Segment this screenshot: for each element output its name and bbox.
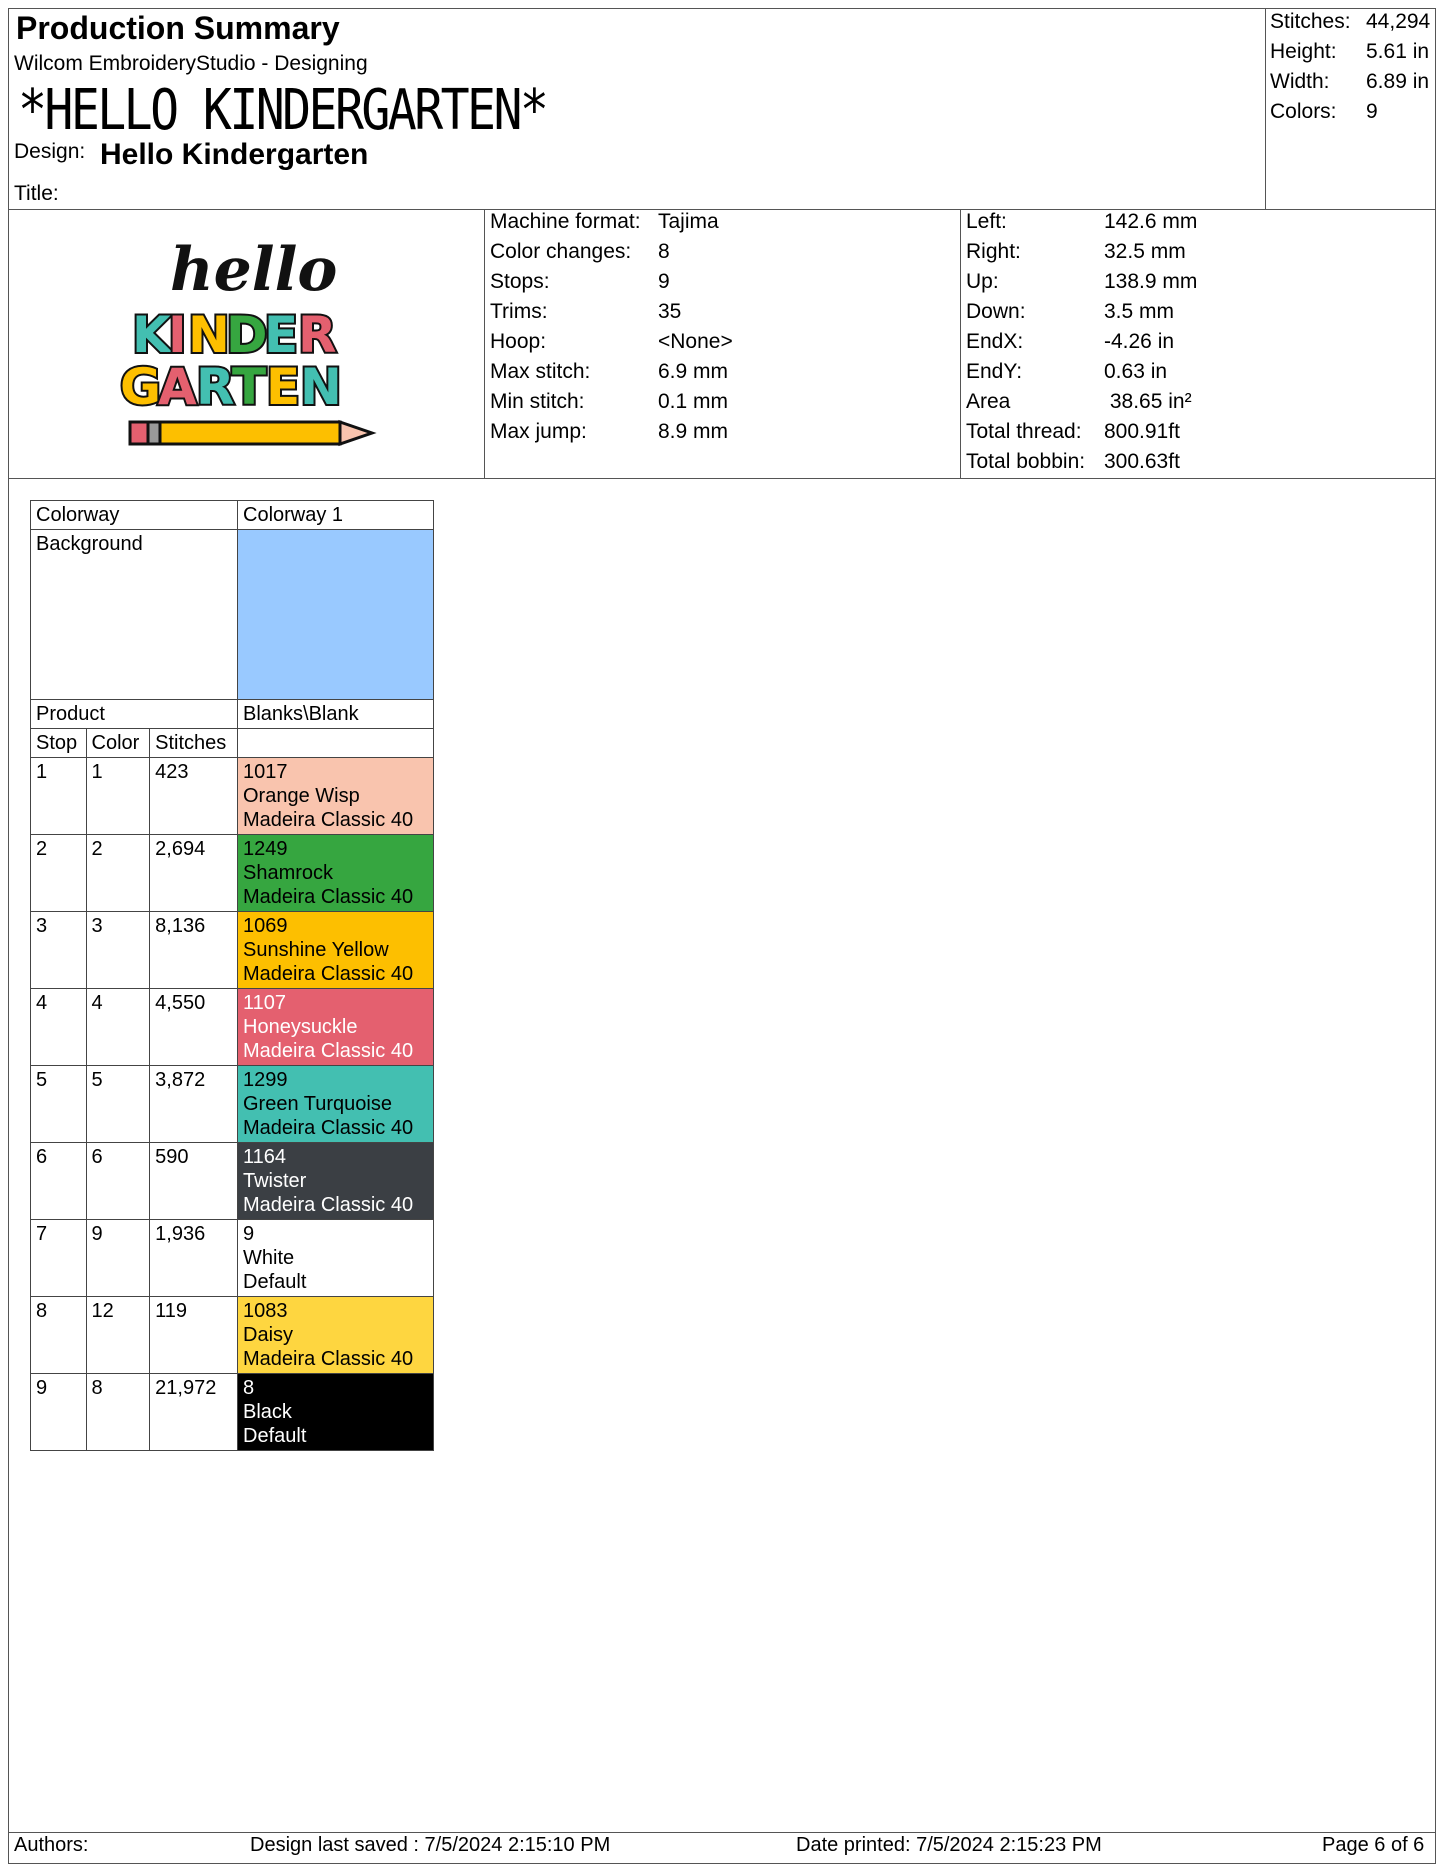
column-header-row bbox=[31, 729, 434, 758]
design-preview-image bbox=[110, 232, 390, 457]
stitches-cell: 423 bbox=[150, 758, 238, 835]
thread-brand: Madeira Classic 40 bbox=[243, 1194, 414, 1216]
svg-text:K: K bbox=[132, 306, 171, 364]
info-row bbox=[490, 420, 733, 450]
info-value: 9 bbox=[658, 270, 670, 293]
info-value: 138.9 mm bbox=[1104, 270, 1198, 293]
info-value: 0.63 in bbox=[1104, 360, 1168, 383]
svg-text:N: N bbox=[188, 306, 230, 364]
product-value: Blanks\Blank bbox=[238, 700, 434, 729]
info-row bbox=[490, 330, 733, 360]
thread-code: 1017 bbox=[243, 761, 288, 783]
thread-code: 1249 bbox=[243, 838, 288, 860]
info-value: 300.63ft bbox=[1104, 450, 1180, 473]
info-row bbox=[966, 270, 1197, 300]
svg-text:G: G bbox=[120, 358, 162, 416]
info-label: Left: bbox=[966, 210, 1007, 233]
stitches-cell: 4,550 bbox=[150, 989, 238, 1066]
color-cell: 4 bbox=[86, 989, 150, 1066]
stitches-cell: 21,972 bbox=[150, 1374, 238, 1451]
stat-label: Height: bbox=[1270, 40, 1337, 63]
info-row bbox=[490, 210, 733, 240]
thread-swatch bbox=[238, 1374, 434, 1451]
info-label: Max stitch: bbox=[490, 360, 591, 383]
thread-code: 9 bbox=[243, 1223, 255, 1245]
info-row bbox=[966, 300, 1197, 330]
color-cell: 6 bbox=[86, 1143, 150, 1220]
stop-cell: 2 bbox=[31, 835, 87, 912]
thread-code: 8 bbox=[243, 1377, 255, 1399]
svg-text:R: R bbox=[196, 358, 235, 416]
info-label: Down: bbox=[966, 300, 1026, 323]
thread-swatch bbox=[238, 835, 434, 912]
info-label: Stops: bbox=[490, 270, 550, 293]
info-value: 0.1 mm bbox=[658, 390, 729, 413]
column-header-blank bbox=[238, 729, 434, 758]
info-label: Up: bbox=[966, 270, 999, 293]
info-value: <None> bbox=[658, 330, 733, 353]
color-cell: 9 bbox=[86, 1220, 150, 1297]
info-label: EndX: bbox=[966, 330, 1024, 353]
design-stats bbox=[1270, 10, 1430, 130]
product-label: Product bbox=[31, 700, 238, 729]
info-label: Area bbox=[966, 390, 1011, 413]
color-cell: 2 bbox=[86, 835, 150, 912]
colorway-header-row bbox=[31, 501, 434, 530]
info-divider-1 bbox=[484, 209, 485, 478]
info-row bbox=[966, 210, 1197, 240]
info-value: 32.5 mm bbox=[1104, 240, 1186, 263]
product-row bbox=[31, 700, 434, 729]
thread-row bbox=[31, 835, 434, 912]
stop-cell: 4 bbox=[31, 989, 87, 1066]
thread-name: White bbox=[243, 1247, 295, 1269]
info-row bbox=[490, 270, 733, 300]
info-label: Hoop: bbox=[490, 330, 547, 353]
column-header-stop: Stop bbox=[31, 729, 87, 758]
thread-code: 1107 bbox=[243, 992, 287, 1014]
footer-page-number: Page 6 of 6 bbox=[1322, 1834, 1425, 1856]
info-divider-2 bbox=[960, 209, 961, 478]
logo-kinder-text bbox=[132, 306, 337, 364]
thread-swatch bbox=[238, 1066, 434, 1143]
stat-width bbox=[1270, 70, 1430, 100]
stat-label: Width: bbox=[1270, 70, 1330, 93]
colorway-label: Colorway bbox=[31, 501, 238, 530]
svg-text:T: T bbox=[232, 358, 267, 416]
info-row bbox=[966, 240, 1197, 270]
color-cell: 5 bbox=[86, 1066, 150, 1143]
colorway-name: Colorway 1 bbox=[238, 501, 434, 530]
column-header-stitches: Stitches bbox=[150, 729, 238, 758]
thread-row bbox=[31, 912, 434, 989]
info-value: 6.9 mm bbox=[658, 360, 729, 383]
thread-name: Shamrock bbox=[243, 862, 334, 884]
thread-code: 1164 bbox=[243, 1146, 287, 1168]
thread-name: Honeysuckle bbox=[243, 1016, 358, 1038]
info-label: Total thread: bbox=[966, 420, 1082, 443]
thread-name: Sunshine Yellow bbox=[243, 939, 389, 961]
stat-value: 44,294 bbox=[1366, 10, 1431, 33]
thread-row bbox=[31, 1297, 434, 1374]
info-value: Tajima bbox=[658, 210, 719, 233]
thread-brand: Default bbox=[243, 1425, 307, 1447]
footer-date-printed: Date printed: 7/5/2024 2:15:23 PM bbox=[796, 1834, 1102, 1856]
info-value: 8.9 mm bbox=[658, 420, 729, 443]
info-row bbox=[966, 330, 1197, 360]
info-label: Right: bbox=[966, 240, 1021, 263]
stitches-cell: 2,694 bbox=[150, 835, 238, 912]
stat-label: Colors: bbox=[1270, 100, 1337, 123]
thread-row bbox=[31, 1066, 434, 1143]
info-bottom-rule bbox=[8, 478, 1436, 479]
info-label: Max jump: bbox=[490, 420, 587, 443]
info-value: 3.5 mm bbox=[1104, 300, 1175, 323]
thread-brand: Madeira Classic 40 bbox=[243, 809, 414, 831]
thread-name: Green Turquoise bbox=[243, 1093, 392, 1115]
page-title: Production Summary bbox=[16, 10, 340, 46]
svg-text:I: I bbox=[168, 306, 187, 364]
stop-cell: 7 bbox=[31, 1220, 87, 1297]
info-value: 142.6 mm bbox=[1104, 210, 1198, 233]
svg-text:E: E bbox=[264, 306, 299, 364]
svg-text:R: R bbox=[298, 306, 337, 364]
thread-row bbox=[31, 758, 434, 835]
info-row bbox=[490, 390, 733, 420]
thread-brand: Madeira Classic 40 bbox=[243, 1117, 414, 1139]
thread-brand: Madeira Classic 40 bbox=[243, 886, 414, 908]
stop-cell: 6 bbox=[31, 1143, 87, 1220]
stitches-cell: 3,872 bbox=[150, 1066, 238, 1143]
info-value: -4.26 in bbox=[1104, 330, 1175, 353]
stat-height bbox=[1270, 40, 1430, 70]
info-row bbox=[490, 300, 733, 330]
title-label: Title: bbox=[14, 182, 59, 205]
info-value: 8 bbox=[658, 240, 670, 263]
info-row bbox=[966, 390, 1197, 420]
stat-value: 6.89 in bbox=[1366, 70, 1430, 93]
machine-info bbox=[490, 210, 733, 450]
thread-swatch bbox=[238, 912, 434, 989]
stat-value: 5.61 in bbox=[1366, 40, 1430, 63]
software-name: Wilcom EmbroideryStudio - Designing bbox=[14, 52, 368, 75]
stitches-cell: 119 bbox=[150, 1297, 238, 1374]
background-row bbox=[31, 530, 434, 700]
thread-brand: Madeira Classic 40 bbox=[243, 1348, 414, 1370]
info-row bbox=[966, 360, 1197, 390]
stitches-cell: 1,936 bbox=[150, 1220, 238, 1297]
column-header-color: Color bbox=[86, 729, 150, 758]
stitches-cell: 8,136 bbox=[150, 912, 238, 989]
header-divider bbox=[1265, 8, 1266, 210]
color-cell: 1 bbox=[86, 758, 150, 835]
thread-code: 1069 bbox=[243, 915, 288, 937]
info-label: Total bobbin: bbox=[966, 450, 1086, 473]
svg-text:E: E bbox=[266, 358, 301, 416]
thread-swatch bbox=[238, 1220, 434, 1297]
thread-name: Twister bbox=[243, 1170, 307, 1192]
svg-text:D: D bbox=[226, 306, 268, 364]
info-value: 38.65 in² bbox=[1104, 390, 1192, 413]
footer-last-saved: Design last saved : 7/5/2024 2:15:10 PM bbox=[250, 1834, 611, 1856]
info-label: Machine format: bbox=[490, 210, 641, 233]
info-row bbox=[490, 240, 733, 270]
info-row bbox=[966, 420, 1197, 450]
thread-name: Black bbox=[243, 1401, 292, 1423]
design-text-preview: *HELLO KINDERGARTEN* bbox=[18, 78, 547, 143]
thread-swatch bbox=[238, 1143, 434, 1220]
footer-rule bbox=[8, 1832, 1436, 1833]
color-cell: 12 bbox=[86, 1297, 150, 1374]
thread-swatch bbox=[238, 1297, 434, 1374]
color-cell: 3 bbox=[86, 912, 150, 989]
info-label: Trims: bbox=[490, 300, 548, 323]
info-label: EndY: bbox=[966, 360, 1023, 383]
stat-stitches bbox=[1270, 10, 1430, 40]
stop-cell: 3 bbox=[31, 912, 87, 989]
stop-cell: 5 bbox=[31, 1066, 87, 1143]
design-name: Hello Kindergarten bbox=[100, 138, 369, 171]
thread-name: Daisy bbox=[243, 1324, 294, 1346]
svg-text:A: A bbox=[158, 358, 197, 416]
position-info bbox=[966, 210, 1197, 480]
info-label: Color changes: bbox=[490, 240, 632, 263]
thread-brand: Madeira Classic 40 bbox=[243, 963, 414, 985]
info-value: 800.91ft bbox=[1104, 420, 1180, 443]
thread-code: 1299 bbox=[243, 1069, 288, 1091]
stop-cell: 1 bbox=[31, 758, 87, 835]
stat-colors bbox=[1270, 100, 1430, 130]
thread-brand: Default bbox=[243, 1271, 307, 1293]
thread-row bbox=[31, 989, 434, 1066]
thread-name: Orange Wisp bbox=[243, 785, 360, 807]
logo-garten-text bbox=[120, 358, 342, 416]
thread-brand: Madeira Classic 40 bbox=[243, 1040, 414, 1062]
thread-swatch bbox=[238, 758, 434, 835]
footer-authors: Authors: bbox=[14, 1834, 89, 1856]
stop-cell: 8 bbox=[31, 1297, 87, 1374]
background-swatch bbox=[238, 530, 434, 700]
info-row bbox=[966, 450, 1197, 480]
color-cell: 8 bbox=[86, 1374, 150, 1451]
design-label: Design: bbox=[14, 140, 86, 163]
stop-cell: 9 bbox=[31, 1374, 87, 1451]
logo-hello-text: hello bbox=[170, 235, 338, 305]
thread-swatch bbox=[238, 989, 434, 1066]
info-label: Min stitch: bbox=[490, 390, 585, 413]
thread-row bbox=[31, 1374, 434, 1451]
stitches-cell: 590 bbox=[150, 1143, 238, 1220]
thread-code: 1083 bbox=[243, 1300, 288, 1322]
colorway-table bbox=[30, 500, 434, 1451]
background-label: Background bbox=[31, 530, 238, 700]
info-row bbox=[490, 360, 733, 390]
pencil-icon bbox=[130, 422, 372, 444]
svg-text:N: N bbox=[300, 358, 342, 416]
thread-row bbox=[31, 1220, 434, 1297]
thread-row bbox=[31, 1143, 434, 1220]
stat-value: 9 bbox=[1366, 100, 1378, 123]
thread-rows bbox=[31, 758, 434, 1451]
stat-label: Stitches: bbox=[1270, 10, 1351, 33]
info-value: 35 bbox=[658, 300, 682, 323]
